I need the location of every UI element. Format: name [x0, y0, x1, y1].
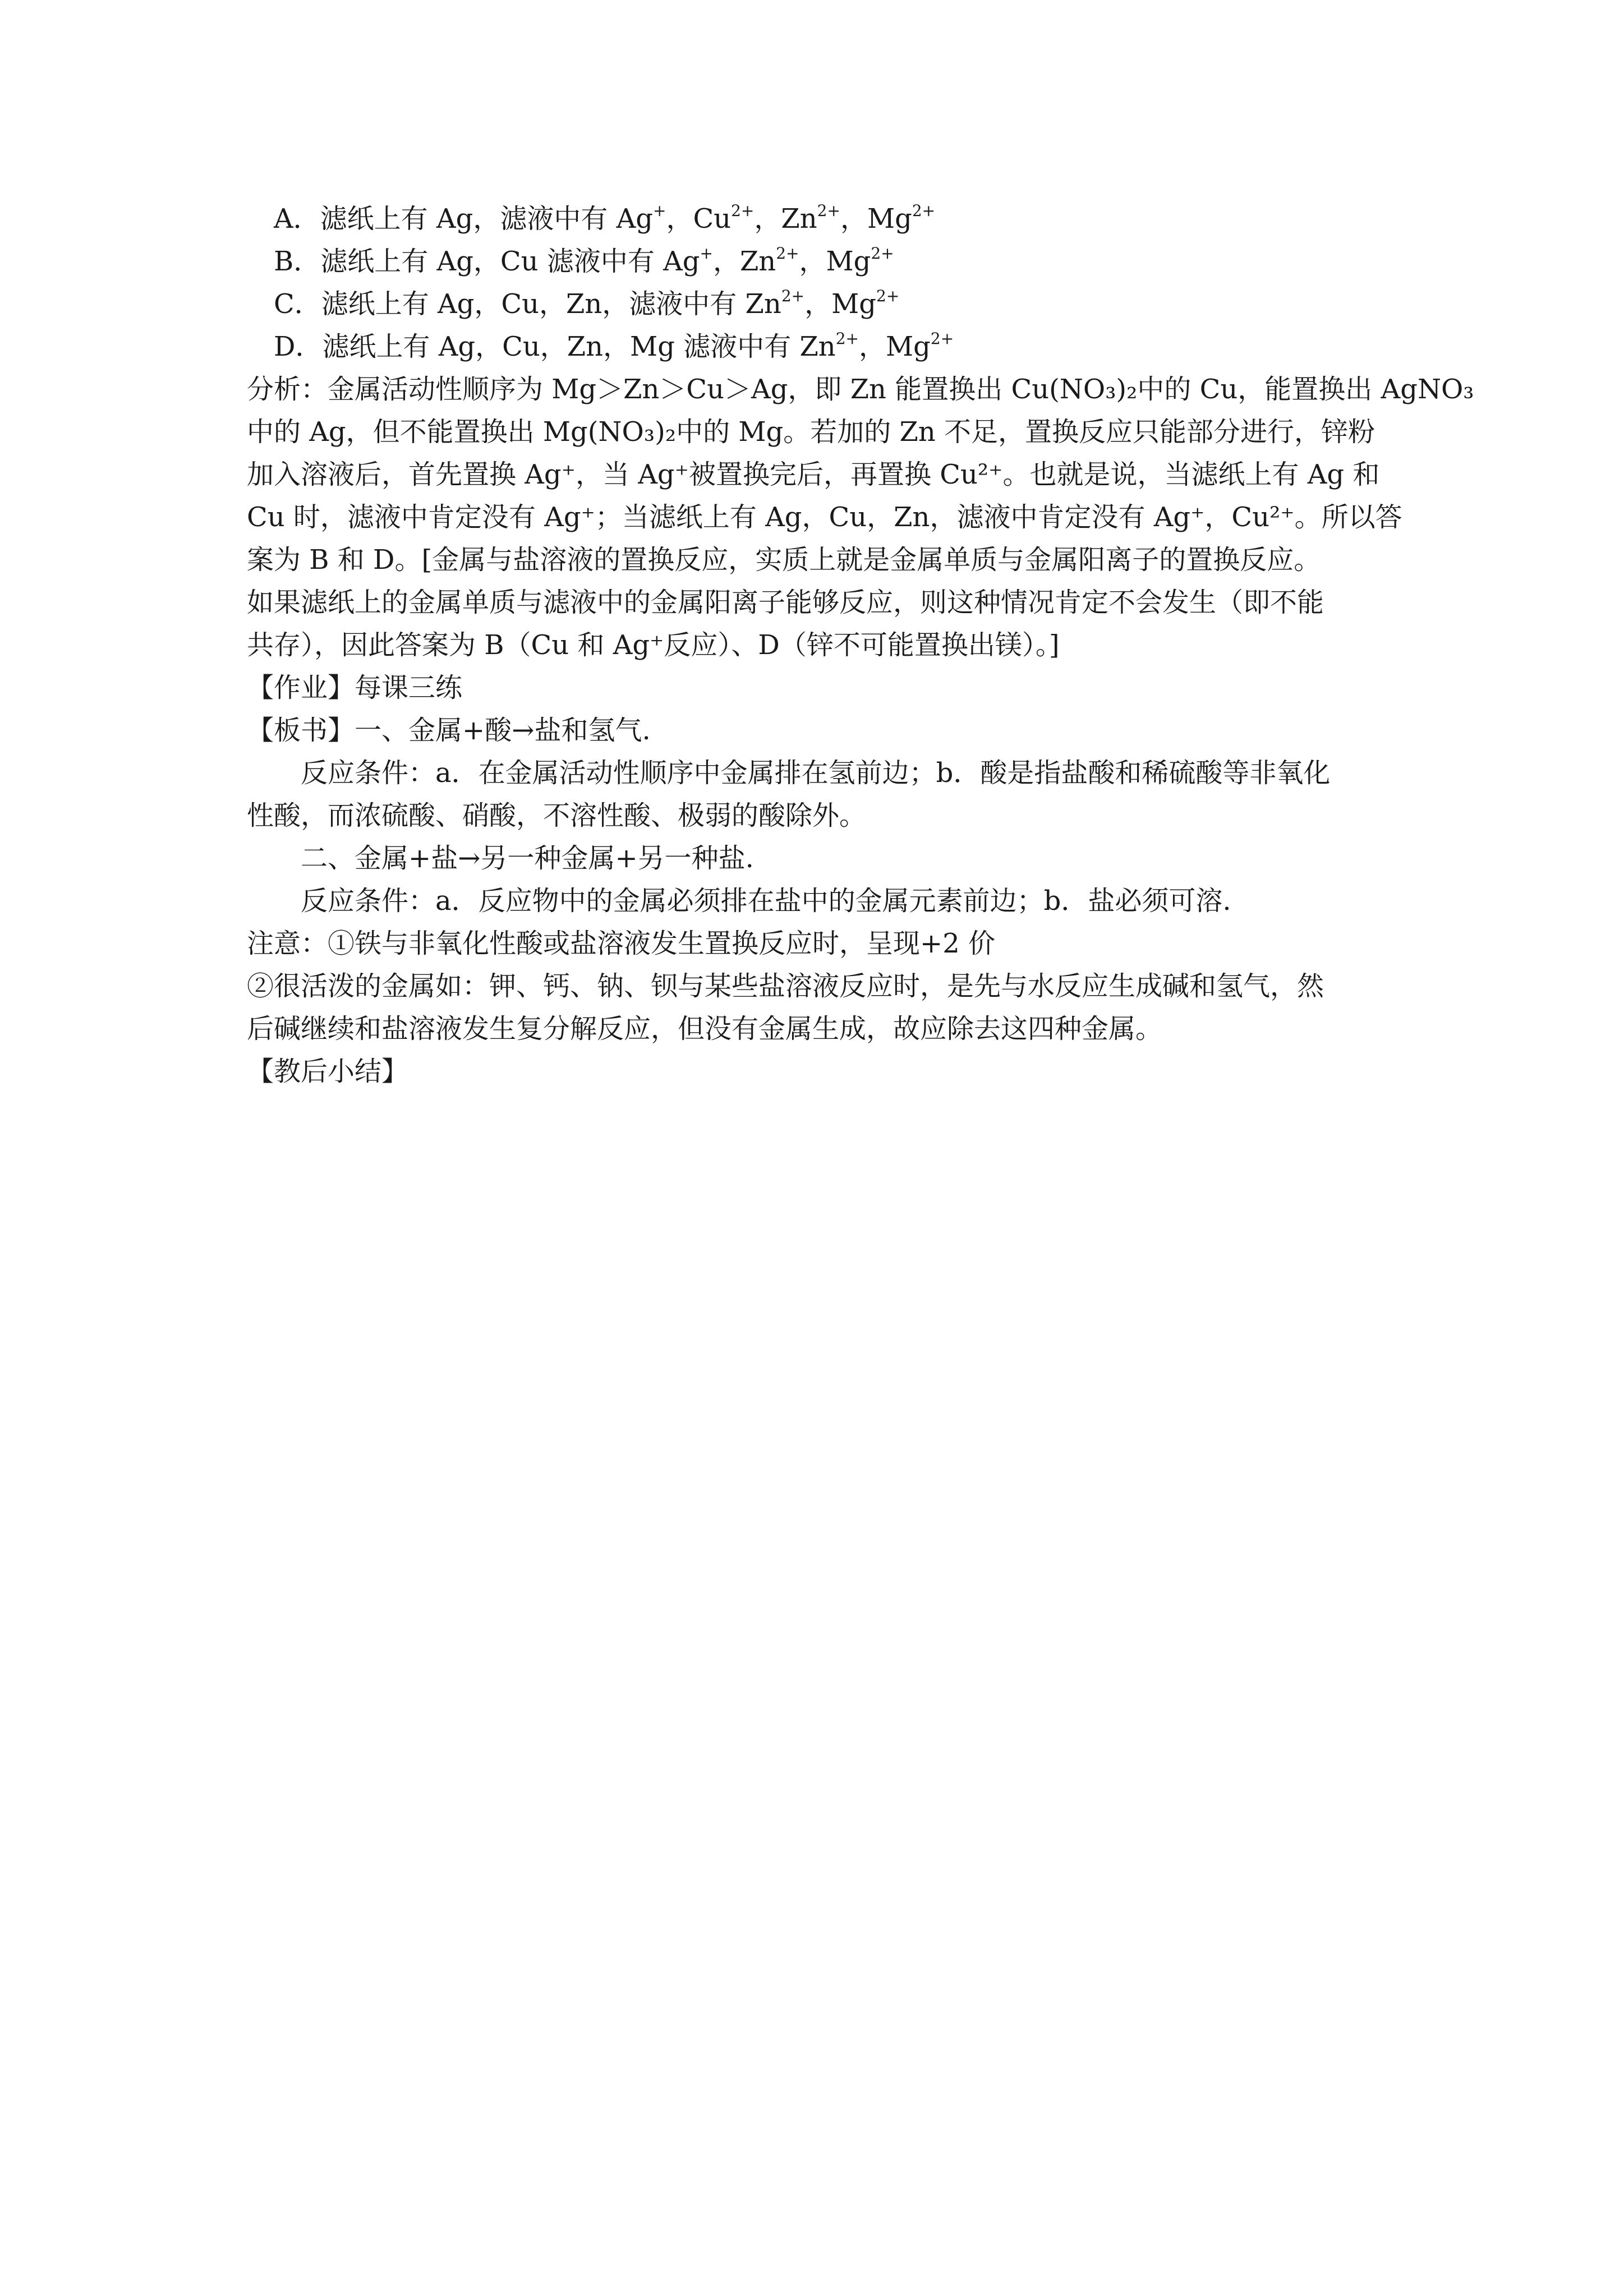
option-letter: B． [274, 246, 321, 277]
charge-superscript: + [700, 244, 713, 263]
option-text: ，Mg [799, 246, 871, 277]
charge-superscript: 2+ [930, 329, 954, 348]
analysis-line-3: 加入溶液后，首先置换 Ag⁺，当 Ag⁺被置换完后，再置换 Cu²⁺。也就是说，当滤纸上有 Ag 和 [247, 459, 1380, 490]
charge-superscript: 2+ [912, 201, 936, 220]
note-2-line-2: 后碱继续和盐溶液发生复分解反应，但没有金属生成，故应除去这四种金属。 [247, 1013, 1163, 1045]
analysis-line-2: 中的 Ag，但不能置换出 Mg(NO₃)₂中的 Mg。若加的 Zn 不足，置换反应只能部分进行，锌粉 [247, 416, 1375, 448]
charge-superscript: 2+ [835, 329, 859, 348]
charge-superscript: 2+ [781, 287, 805, 305]
analysis-line-5: 案为 B 和 D。[金属与盐溶液的置换反应，实质上就是金属单质与金属阳离子的置换反应。 [247, 544, 1321, 576]
option-text: ，Zn [712, 246, 776, 277]
board-section-2: 二、金属+盐→另一种金属+另一种盐. [301, 843, 754, 874]
option-d [247, 325, 1402, 368]
option-text: 滤纸上有 Ag，Cu，Zn，Mg 滤液中有 Zn [322, 331, 836, 362]
board-condition-1-line-1: 反应条件：a．在金属活动性顺序中金属排在氢前边；b．酸是指盐酸和稀硫酸等非氧化 [301, 757, 1331, 789]
board-condition-2: 反应条件：a．反应物中的金属必须排在盐中的金属元素前边；b．盐必须可溶. [301, 885, 1231, 917]
homework-heading: 【作业】每课三练 [247, 672, 463, 703]
note-1: 注意：①铁与非氧化性酸或盐溶液发生置换反应时，呈现+2 价 [247, 928, 996, 959]
charge-superscript: 2+ [776, 244, 799, 263]
analysis-line-6: 如果滤纸上的金属单质与滤液中的金属阳离子能够反应，则这种情况肯定不会发生（即不能 [247, 587, 1324, 618]
summary-heading: 【教后小结】 [247, 1056, 409, 1087]
option-c [247, 283, 1402, 325]
analysis-line-1: 分析：金属活动性顺序为 Mg＞Zn＞Cu＞Ag，即 Zn 能置换出 Cu(NO₃)₂中的 Cu，能置换出 AgNO₃ [247, 374, 1474, 405]
option-text: ，Zn [754, 203, 817, 234]
option-letter: D． [274, 331, 323, 362]
charge-superscript: 2+ [876, 287, 900, 305]
option-text: ，Mg [859, 331, 931, 362]
option-text: ，Mg [840, 203, 912, 234]
board-condition-1-line-2: 性酸，而浓硫酸、硝酸，不溶性酸、极弱的酸除外。 [247, 800, 867, 831]
board-title: 【板书】一、金属+酸→盐和氢气. [247, 715, 651, 746]
charge-superscript: 2+ [731, 201, 755, 220]
analysis-line-7: 共存），因此答案为 B（Cu 和 Ag⁺反应）、D（锌不可能置换出镁）。] [247, 629, 1060, 661]
option-b [247, 240, 1402, 283]
document-body [247, 197, 1474, 1093]
option-text: 滤纸上有 Ag，Cu，Zn，滤液中有 Zn [321, 288, 781, 320]
option-letter: C． [274, 288, 321, 320]
option-text: ，Mg [804, 288, 876, 320]
note-2-line-1: ②很活泼的金属如：钾、钙、钠、钡与某些盐溶液反应时，是先与水反应生成碱和氢气，然 [247, 970, 1324, 1002]
charge-superscript: 2+ [817, 201, 840, 220]
option-text: ，Cu [666, 203, 732, 234]
option-letter: A． [274, 203, 320, 234]
option-a [247, 197, 1402, 240]
option-text: 滤纸上有 Ag，Cu 滤液中有 Ag [320, 246, 700, 277]
analysis-line-4: Cu 时，滤液中肯定没有 Ag⁺；当滤纸上有 Ag，Cu，Zn，滤液中肯定没有 Ag⁺，Cu²⁺。所以答 [247, 501, 1402, 533]
option-text: 滤纸上有 Ag，滤液中有 Ag [320, 203, 653, 234]
charge-superscript: + [652, 201, 666, 220]
charge-superscript: 2+ [871, 244, 894, 263]
